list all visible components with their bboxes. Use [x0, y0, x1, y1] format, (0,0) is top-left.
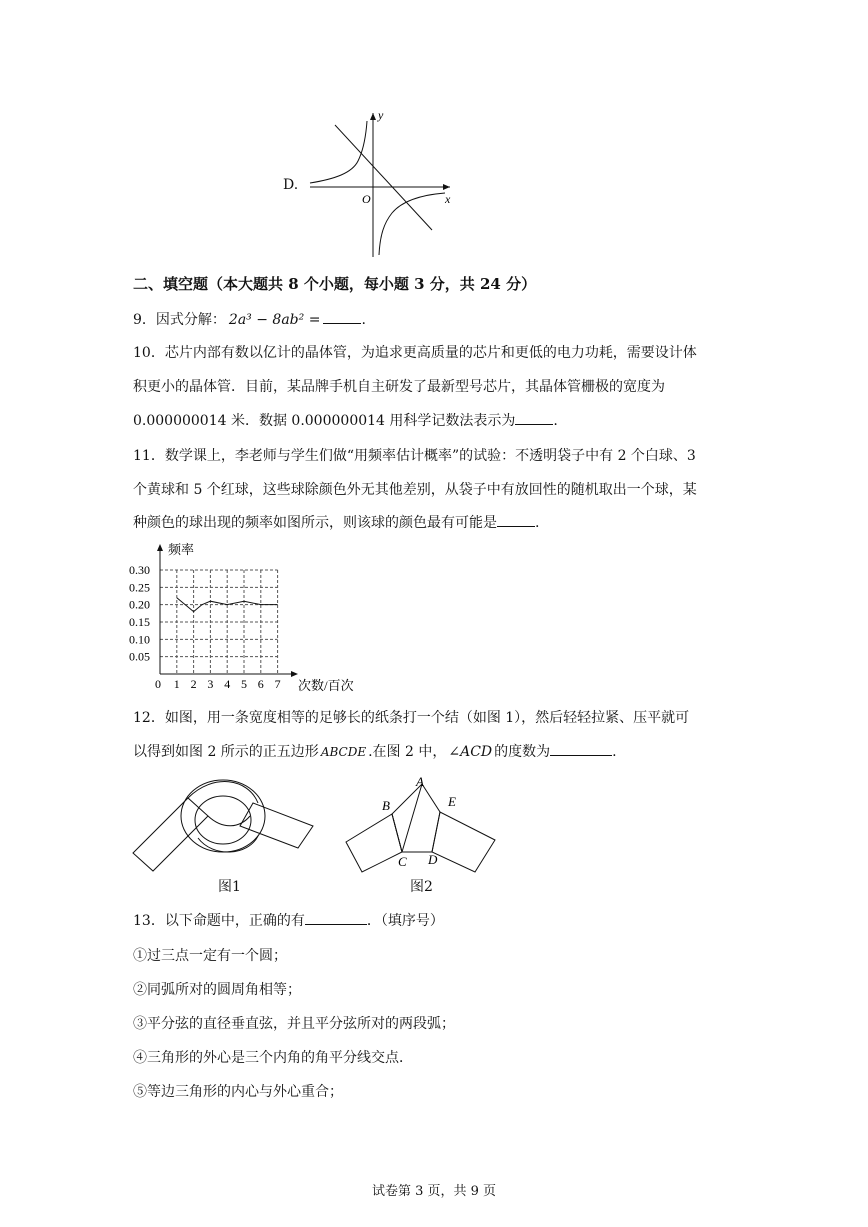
frequency-chart [128, 538, 378, 698]
figure-2-caption: 图2 [410, 879, 433, 895]
q13-item-3: ③平分弦的直径垂直弦，并且平分弦所对的两段弧； [133, 1016, 455, 1032]
label-a: A [416, 774, 424, 789]
q9-text: 9．因式分解： [133, 312, 226, 328]
y-axis-arrow [370, 113, 376, 120]
linear-function-line [335, 125, 432, 230]
q12-line2-c: 的度数为 [494, 744, 551, 760]
chart-x-tick-label: 3 [207, 677, 214, 691]
q13-stem [133, 910, 444, 930]
q11-line2: 个黄球和 5 个红球，这些球除颜色外无其他差别，从袋子中有放回性的随机取出一个球，某 [133, 482, 697, 498]
q13-stem-b: ．（填序号） [366, 913, 444, 929]
hyperbola-branch-upper [310, 121, 367, 183]
q10-line1: 10．芯片内部有数以亿计的晶体管，为追求更高质量的芯片和更低的电力功耗，需要设计体 [133, 345, 697, 361]
label-d: D [428, 852, 438, 867]
chart-x-tick-label: 1 [173, 677, 180, 691]
label-b: B [382, 798, 390, 813]
chart-x-tick-label: 7 [274, 677, 281, 691]
q9-answer-blank[interactable] [323, 310, 361, 324]
chart-x-tick-label: 6 [257, 677, 264, 691]
knot-top-curve [188, 782, 258, 803]
option-d-label: D. [283, 177, 299, 193]
chart-y-tick-label: 0.15 [129, 615, 150, 629]
chart-y-tick-label: 0.30 [129, 563, 150, 577]
chart-y-tick-label: 0.25 [129, 580, 150, 595]
hyperbola-branch-lower [379, 193, 445, 255]
chart-x-tick-label: 5 [241, 677, 247, 691]
figure-2-pentagon [340, 772, 500, 877]
chart-x-tick-label: 2 [190, 677, 197, 691]
q10-line3 [133, 410, 558, 430]
q12-end: . [612, 744, 617, 760]
knot-right-strip [240, 803, 313, 848]
q13-item-5: ⑤等边三角形的内心与外心重合； [133, 1084, 343, 1100]
q13-item-4: ④三角形的外心是三个内角的角平分线交点． [133, 1050, 413, 1066]
q12-line2-b: .在图 2 中， [368, 744, 447, 760]
q13-item-2: ②同弧所对的圆周角相等； [133, 982, 301, 998]
origin-label: O [362, 192, 371, 206]
q12-line2-a: 以得到如图 2 所示的正五边形 [133, 744, 319, 760]
x-label: x [445, 192, 451, 206]
q12-angle: ∠ACD [448, 744, 493, 760]
q10-answer-blank[interactable] [515, 411, 553, 425]
label-c: C [398, 854, 407, 869]
x-axis-arrow [443, 184, 450, 190]
q11-line1: 11．数学课上，李老师与学生们做“用频率估计概率”的试验：不透明袋子中有 2 个白球、3 [133, 448, 696, 464]
q13-item-1: ①过三点一定有一个圆； [133, 948, 287, 964]
q10-line2: 积更小的晶体管．目前，某品牌手机自主研发了最新型号芯片，其晶体管栅极的宽度为 [133, 379, 665, 395]
chart-y-tick-label: 0.05 [129, 649, 150, 664]
pentagon-right-strip [432, 812, 495, 872]
q10-end: . [553, 413, 558, 429]
chart-x-tick-label: 4 [224, 677, 231, 691]
q9-expr: 2a³ − 8ab² = [228, 312, 321, 328]
option-d-graph [300, 105, 460, 260]
q12-line2 [133, 741, 617, 761]
label-e: E [448, 794, 456, 809]
knot-left-strip [133, 798, 208, 871]
figure-1-caption: 图1 [218, 879, 241, 895]
q9-end: . [361, 312, 366, 328]
q12-answer-blank[interactable] [550, 742, 612, 756]
q12-line1: 12．如图，用一条宽度相等的足够长的纸条打一个结（如图 1），然后轻轻拉紧、压平就可 [133, 710, 690, 726]
question-9 [133, 309, 366, 329]
figure-1-knot [128, 768, 318, 873]
q12-pentagon-name: ABCDE [320, 745, 367, 759]
chart-y-tick-label: 0.20 [129, 597, 150, 612]
chart-y-label: 频率 [168, 542, 195, 557]
chart-x-arrow [291, 671, 298, 677]
q13-answer-blank[interactable] [305, 911, 367, 925]
q11-end: . [535, 515, 540, 531]
page-footer: 试卷第 3 页，共 9 页 [371, 1184, 497, 1199]
chart-x-label: 次数/百次 [298, 678, 354, 693]
q10-line3-text: 0.000000014 米．数据 0.000000014 用科学记数法表示为 [133, 413, 516, 429]
q11-line3 [133, 512, 539, 532]
section-title: 二、填空题（本大题共 8 个小题，每小题 3 分，共 24 分） [133, 275, 537, 293]
y-label: y [378, 108, 384, 122]
q11-answer-blank[interactable] [497, 513, 535, 527]
pentagon-left-strip [346, 814, 402, 872]
q13-stem-a: 13．以下命题中，正确的有 [133, 913, 305, 929]
chart-origin-label: 0 [155, 677, 161, 691]
q11-line3-text: 种颜色的球出现的频率如图所示，则该球的颜色最有可能是 [133, 515, 497, 531]
chart-y-arrow [157, 544, 163, 551]
chart-y-tick-label: 0.10 [129, 632, 150, 647]
